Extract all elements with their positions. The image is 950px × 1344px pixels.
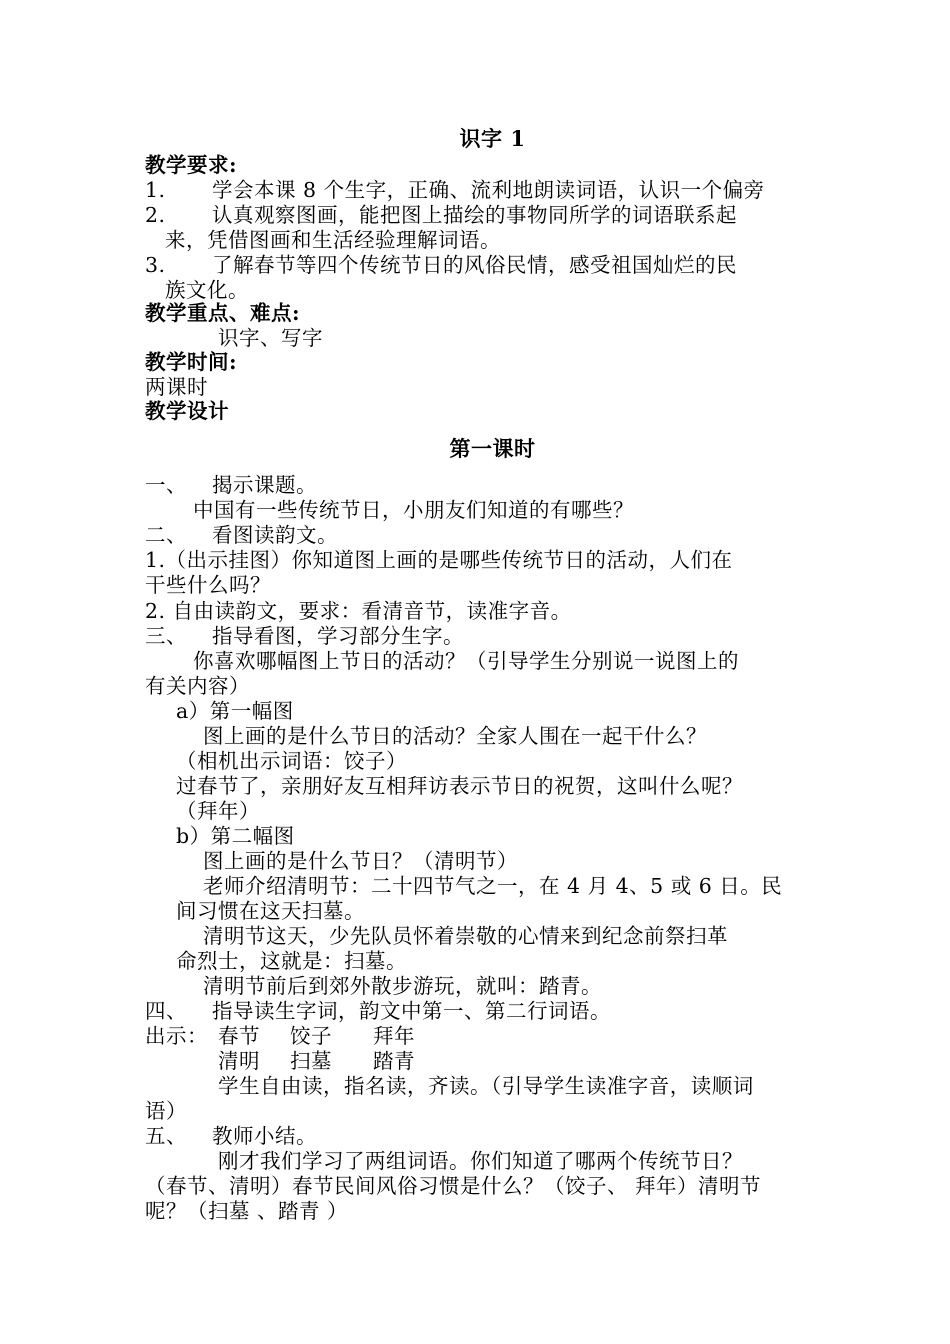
section-4-title: 指导读生字词，韵文中第一、第二行词语。	[212, 999, 611, 1023]
lesson-title: 第一课时	[449, 436, 536, 461]
time-heading: 教学时间:	[145, 350, 238, 374]
subsection-b-para-2a: 老师介绍清明节：二十四节气之一，在 4 月 4、5 或 6 日。民	[203, 874, 783, 898]
key-points-text: 识字、写字	[218, 326, 323, 350]
subsection-a-label: a）第一幅图	[176, 699, 294, 723]
design-heading: 教学设计	[145, 399, 229, 423]
requirement-2-text: 认真观察图画，能把图上描绘的事物同所学的词语联系起	[212, 203, 737, 227]
section-1-title: 揭示课题。	[212, 473, 317, 497]
section-4-para-1b: 语）	[145, 1099, 187, 1123]
section-2-para-1b: 干些什么吗？	[145, 573, 271, 597]
subsection-a-para-1: 图上画的是什么节日的活动？全家人围在一起干什么？	[203, 724, 707, 748]
word-taqing: 踏青	[373, 1049, 415, 1073]
key-points-heading: 教学重点、难点:	[145, 301, 301, 325]
requirement-3-cont: 族文化。	[165, 278, 249, 302]
requirement-3-num: 3.	[145, 253, 166, 277]
section-4-num: 四、	[145, 999, 187, 1023]
subsection-b-para-4: 清明节前后到郊外散步游玩，就叫：踏青。	[203, 974, 602, 998]
requirement-2-num: 2.	[145, 203, 166, 227]
subsection-b-para-3a: 清明节这天，少先队员怀着崇敬的心情来到纪念前祭扫革	[203, 924, 728, 948]
requirement-1-text: 学会本课 8 个生字，正确、流利地朗读词语，认识一个偏旁	[212, 178, 765, 202]
subsection-b-para-1: 图上画的是什么节日？（清明节）	[203, 849, 518, 873]
requirement-1-num: 1.	[145, 178, 166, 202]
subsection-a-para-3: 过春节了，亲朋好友互相拜访表示节日的祝贺，这叫什么呢？	[176, 774, 743, 798]
subsection-b-para-2b: 间习惯在这天扫墓。	[176, 899, 365, 923]
section-5-para-1b: （春节、清明）春节民间风俗习惯是什么？（饺子、 拜年）清明节	[145, 1174, 762, 1198]
requirement-3-text: 了解春节等四个传统节日的风俗民情，感受祖国灿烂的民	[212, 253, 737, 277]
section-3-para-1b: 有关内容）	[145, 674, 250, 698]
requirement-2-cont: 来，凭借图画和生活经验理解词语。	[165, 228, 501, 252]
section-4-para-1a: 学生自由读，指名读，齐读。（引导学生读准字音，读顺词	[218, 1074, 754, 1098]
subsection-b-para-3b: 命烈士，这就是：扫墓。	[176, 949, 407, 973]
section-2-num: 二、	[145, 523, 187, 547]
word-qingming: 清明	[218, 1049, 260, 1073]
section-3-num: 三、	[145, 624, 187, 648]
section-5-title: 教师小结。	[212, 1124, 317, 1148]
requirements-heading: 教学要求:	[145, 153, 238, 177]
subsection-a-para-2: （相机出示词语：饺子）	[176, 749, 407, 773]
section-2-para-1a: 1.（出示挂图）你知道图上画的是哪些传统节日的活动，人们在	[145, 548, 733, 572]
section-5-para-1c: 呢？（扫墓 、踏青 ）	[145, 1199, 349, 1223]
subsection-b-label: b）第二幅图	[176, 824, 295, 848]
section-3-para-1a: 你喜欢哪幅图上节日的活动？（引导学生分别说一说图上的	[193, 649, 739, 673]
word-chunjie: 春节	[218, 1024, 260, 1048]
section-2-title: 看图读韵文。	[212, 523, 338, 547]
word-saomu: 扫墓	[290, 1049, 332, 1073]
section-5-num: 五、	[145, 1124, 187, 1148]
section-3-title: 指导看图，学习部分生字。	[212, 624, 464, 648]
time-text: 两课时	[145, 375, 208, 399]
page-title: 识字 1	[459, 126, 526, 151]
section-1-num: 一、	[145, 473, 187, 497]
word-bainian: 拜年	[373, 1024, 415, 1048]
subsection-a-para-4: （拜年）	[176, 799, 260, 823]
section-1-text: 中国有一些传统节日，小朋友们知道的有哪些？	[193, 498, 634, 522]
show-label: 出示：	[145, 1024, 208, 1048]
word-jiaozi: 饺子	[290, 1024, 332, 1048]
section-5-para-1a: 刚才我们学习了两组词语。你们知道了哪两个传统节日？	[218, 1149, 743, 1173]
section-2-para-2: 2. 自由读韵文，要求：看清音节，读准字音。	[145, 599, 572, 623]
